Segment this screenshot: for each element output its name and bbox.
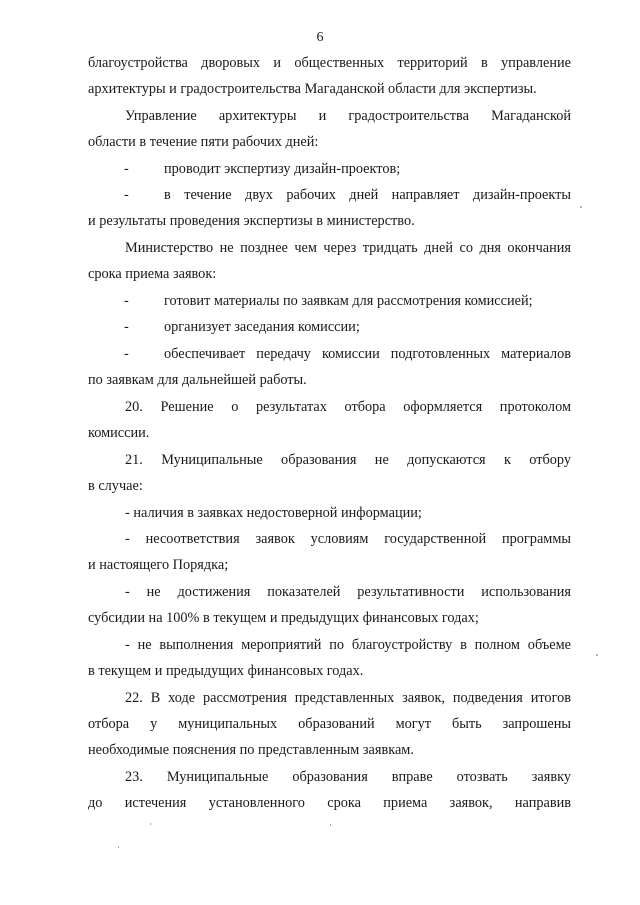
text-line: области в течение пяти рабочих дней:: [88, 134, 319, 150]
text-line: по заявкам для дальнейшей работы.: [88, 372, 307, 388]
list-item: - несоответствия заявок условиям государственной программы: [125, 531, 571, 547]
text-line: архитектуры и градостроительства Магаданской области для экспертизы.: [88, 81, 537, 97]
list-item: - не достижения показателей результативности использования: [125, 584, 571, 600]
text-line: субсидии на 100% в текущем и предыдущих финансовых годах;: [88, 610, 479, 626]
list-dash: -: [124, 187, 129, 203]
text-line: и настоящего Порядка;: [88, 557, 229, 573]
paragraph-first-line: Управление архитектуры и градостроительства Магаданской: [125, 108, 571, 124]
list-dash: -: [124, 293, 129, 309]
text-line: в текущем и предыдущих финансовых годах.: [88, 663, 364, 679]
list-item: организует заседания комиссии;: [164, 319, 360, 335]
clause-23: 23. Муниципальные образования вправе отозвать заявку: [125, 769, 571, 785]
list-dash: -: [124, 319, 129, 335]
clause-20: 20. Решение о результатах отбора оформляется протоколом: [125, 399, 571, 415]
scan-speck: [118, 846, 119, 848]
list-item: - наличия в заявках недостоверной информации;: [125, 505, 422, 521]
clause-22: 22. В ходе рассмотрения представленных заявок, подведения итогов: [125, 690, 571, 706]
text-line: благоустройства дворовых и общественных территорий в управление: [88, 55, 571, 71]
scan-speck: [596, 654, 598, 656]
list-dash: -: [124, 346, 129, 362]
text-line: необходимые пояснения по представленным заявкам.: [88, 742, 414, 758]
text-line: комиссии.: [88, 425, 150, 441]
list-item: проводит экспертизу дизайн-проектов;: [164, 161, 401, 177]
scan-speck: [150, 823, 151, 825]
list-item: обеспечивает передачу комиссии подготовленных материалов: [164, 346, 571, 362]
text-line: и результаты проведения экспертизы в министерство.: [88, 213, 415, 229]
list-item: - не выполнения мероприятий по благоустройству в полном объеме: [125, 637, 571, 653]
page-number: 6: [316, 30, 324, 45]
list-dash: -: [124, 161, 129, 177]
text-line: в случае:: [88, 478, 143, 494]
scan-speck: [580, 206, 582, 208]
scan-speck: [330, 824, 331, 826]
clause-21: 21. Муниципальные образования не допускаются к отбору: [125, 452, 571, 468]
text-line: до истечения установленного срока приема заявок, направив: [88, 795, 571, 811]
list-item: в течение двух рабочих дней направляет дизайн-проекты: [164, 187, 571, 203]
list-item: готовит материалы по заявкам для рассмотрения комиссией;: [164, 293, 533, 309]
text-line: отбора у муниципальных образований могут быть запрошены: [88, 716, 571, 732]
text-line: срока приема заявок:: [88, 266, 217, 282]
paragraph-first-line: Министерство не позднее чем через тридцать дней со дня окончания: [125, 240, 571, 256]
